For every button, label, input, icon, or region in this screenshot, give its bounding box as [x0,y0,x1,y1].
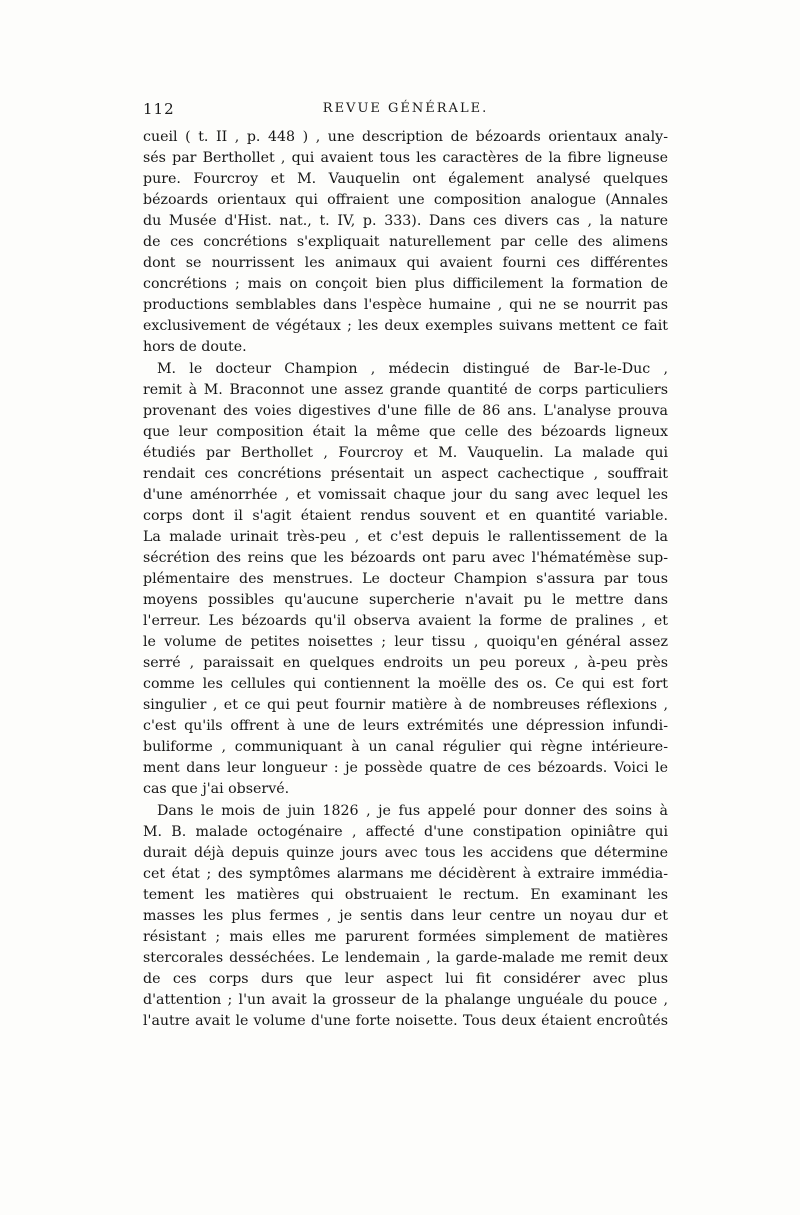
text-line: cet état ; des symptômes alarmans me décidèrent à extraire immédia- [143,865,668,882]
text-line: moyens possibles qu'aucune supercherie n'avait pu le mettre dans [143,592,668,609]
text-line: concrétions ; mais on conçoit bien plus difficilement la formation de [143,276,668,293]
page-number: 112 [143,100,175,118]
text-line: le volume de petites noisettes ; leur tissu , quoiqu'en général assez [143,634,668,651]
text-line: remit à M. Braconnot une assez grande quantité de corps particuliers [143,381,668,398]
text-line: provenant des voies digestives d'une fille de 86 ans. L'analyse prouva [143,402,668,419]
text-line: exclusivement de végétaux ; les deux exemples suivans mettent ce fait [143,318,668,335]
text-line: La malade urinait très-peu , et c'est depuis le rallentissement de la [143,528,668,545]
text-line: résistant ; mais elles me parurent formées simplement de matières [143,928,668,945]
page-header [143,100,668,124]
text-line: productions semblables dans l'espèce humaine , qui ne se nourrit pas [143,297,668,314]
running-head: REVUE GÉNÉRALE. [322,101,489,116]
text-line: bézoards orientaux qui offraient une composition analogue (Annales [143,192,668,209]
text-line: serré , paraissait en quelques endroits un peu poreux , à-peu près [143,655,668,672]
text-line: M. B. malade octogénaire , affecté d'une constipation opiniâtre qui [143,823,668,840]
text-line: l'erreur. Les bézoards qu'il observa avaient la forme de pralines , et [143,613,668,630]
text-line: stercorales desséchées. Le lendemain , la garde-malade me remit deux [143,949,668,966]
text-line: d'une aménorrhée , et vomissait chaque jour du sang avec lequel les [143,486,668,503]
text-line: du Musée d'Hist. nat., t. IV, p. 333). Dans ces divers cas , la nature [143,213,668,230]
text-line: tement les matières qui obstruaient le rectum. En examinant les [143,886,668,903]
text-line: c'est qu'ils offrent à une de leurs extrémités une dépression infundi- [143,718,668,735]
text-line: étudiés par Berthollet , Fourcroy et M. Vauquelin. La malade qui [143,444,668,461]
text-line: corps dont il s'agit étaient rendus souvent et en quantité variable. [143,507,668,524]
text-line: cueil ( t. II , p. 448 ) , une description de bézoards orientaux analy- [143,129,668,145]
text-line: durait déjà depuis quinze jours avec tous les accidens que détermine [143,844,668,861]
text-line: l'autre avait le volume d'une forte noisette. Tous deux étaient encroûtés [143,1012,668,1029]
text-line: sés par Berthollet , qui avaient tous les caractères de la fibre ligneuse [143,150,668,167]
text-line: que leur composition était la même que celle des bézoards ligneux [143,423,668,440]
text-line: Dans le mois de juin 1826 , je fus appelé pour donner des soins à [157,802,668,819]
text-line: cas que j'ai observé. [143,781,290,798]
text-line: pure. Fourcroy et M. Vauquelin ont également analysé quelques [143,171,668,188]
text-line: ment dans leur longueur : je possède quatre de ces bézoards. Voici le [143,760,668,777]
text-line: rendait ces concrétions présentait un aspect cachectique , souffrait [143,465,668,482]
text-line: comme les cellules qui contiennent la moëlle des os. Ce qui est fort [143,676,668,693]
text-body [143,127,668,1032]
text-line: hors de doute. [143,339,247,356]
text-line: singulier , et ce qui peut fournir matière à de nombreuses réflexions , [143,697,668,714]
text-line: dont se nourrissent les animaux qui avaient fourni ces différentes [143,255,668,272]
text-line: buliforme , communiquant à un canal régulier qui règne intérieure- [143,739,668,756]
text-line: M. le docteur Champion , médecin distingué de Bar-le-Duc , [157,360,668,377]
text-line: masses les plus fermes , je sentis dans leur centre un noyau dur et [143,907,668,924]
text-line: de ces concrétions s'expliquait naturellement par celle des alimens [143,234,668,251]
text-line: plémentaire des menstrues. Le docteur Champion s'assura par tous [143,570,668,587]
text-line: d'attention ; l'un avait la grosseur de la phalange unguéale du pouce , [143,991,668,1008]
text-line: sécrétion des reins que les bézoards ont paru avec l'hématémèse sup- [143,549,668,566]
text-line: de ces corps durs que leur aspect lui fit considérer avec plus [143,970,668,987]
